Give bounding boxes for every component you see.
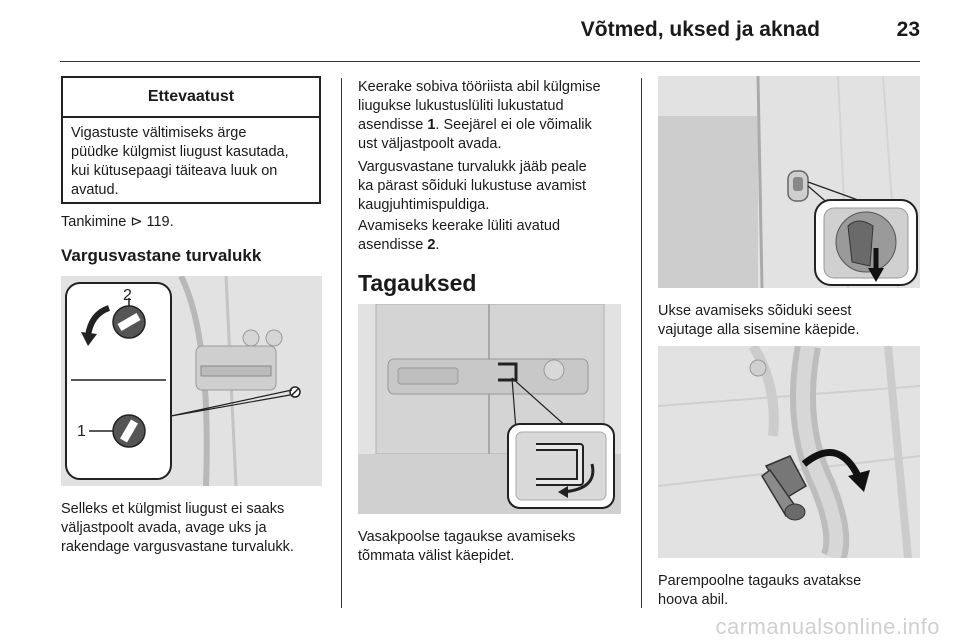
watermark: carmanualsonline.info — [715, 614, 940, 639]
para-line: kaugjuhtimispuldiga. — [358, 197, 490, 213]
para-line: Keerake sobiva tööriista abil külgmise — [358, 79, 601, 95]
section-heading-theft-lock: Vargusvastane turvalukk — [61, 246, 262, 265]
figure-label-2: 2 — [123, 287, 132, 304]
illustration-theft-lock — [61, 276, 322, 486]
paragraph-lock-remains — [358, 158, 587, 215]
refueling-ref-text: Tankimine — [61, 214, 127, 230]
para-text: . Seejärel ei ole võimalik — [435, 117, 592, 133]
section-heading-rear-doors: Tagauksed — [358, 270, 477, 296]
warning-title: Ettevaatust — [63, 78, 319, 118]
caption-left-rear-door — [358, 528, 575, 566]
warning-line: avatud. — [71, 182, 119, 198]
illustration-right-door-lever — [658, 346, 920, 558]
column-divider-2 — [641, 78, 642, 608]
caption-line: hoova abil. — [658, 592, 729, 608]
caption-line: Vasakpoolse tagaukse avamiseks — [358, 529, 576, 545]
warning-line: Vigastuste vältimiseks ärge — [71, 125, 247, 141]
paragraph-unlock — [358, 217, 560, 255]
refueling-reference[interactable] — [61, 213, 174, 232]
para-line: Avamiseks keerake lüliti avatud — [358, 218, 561, 234]
illustration-rear-door-handle — [358, 304, 621, 514]
caption-right-rear-door — [658, 572, 861, 610]
para-line: ust väljastpoolt avada. — [358, 136, 502, 152]
caption-line: vajutage alla sisemine käepide. — [658, 322, 860, 338]
refueling-ref-page: 119. — [146, 214, 174, 230]
caption-line: Parempoolne tagauks avatakse — [658, 573, 862, 589]
caption-line: Selleks et külgmist liugust ei saaks — [61, 501, 285, 517]
para-line: liugukse lukustuslüliti lukustatud — [358, 98, 564, 114]
figure-label-1: 1 — [77, 423, 86, 440]
para-line — [358, 116, 601, 135]
page-header-title: Võtmed, uksed ja aknad — [580, 18, 820, 41]
paragraph-lock-switch — [358, 78, 601, 154]
right-door-lever-drawing — [658, 346, 920, 558]
para-text: . — [435, 237, 440, 253]
position-number-2: 2 — [427, 237, 436, 253]
para-line — [358, 236, 560, 255]
page-ref-arrow-icon: ⊳ — [130, 214, 143, 230]
inside-handle-drawing — [658, 76, 920, 288]
caption-line: Ukse avamiseks sõiduki seest — [658, 303, 852, 319]
page-number: 23 — [896, 18, 920, 41]
para-line: Vargusvastane turvalukk jääb peale — [358, 159, 587, 175]
warning-body — [63, 118, 319, 200]
warning-line: kui kütusepaagi täiteava luuk on — [71, 163, 278, 179]
caption-line: rakendage vargusvastane turvalukk. — [61, 539, 294, 555]
caption-line: tõmmata välist käepidet. — [358, 548, 515, 564]
rear-door-handle-drawing — [358, 304, 621, 514]
warning-box — [61, 76, 321, 204]
para-text: asendisse — [358, 117, 428, 133]
illustration-inside-handle — [658, 76, 920, 288]
warning-line: püüdke külgmist liugust kasutada, — [71, 144, 289, 160]
caption-inside-handle — [658, 302, 860, 340]
position-number-1: 1 — [427, 117, 436, 133]
caption-theft-lock — [61, 500, 294, 557]
para-text: asendisse — [358, 237, 428, 253]
caption-line: väljastpoolt avada, avage uks ja — [61, 520, 267, 536]
column-divider-1 — [341, 78, 342, 608]
para-line: ka pärast sõiduki lukustuse avamist — [358, 178, 587, 194]
theft-lock-drawing — [61, 276, 322, 486]
header-rule — [60, 61, 920, 62]
